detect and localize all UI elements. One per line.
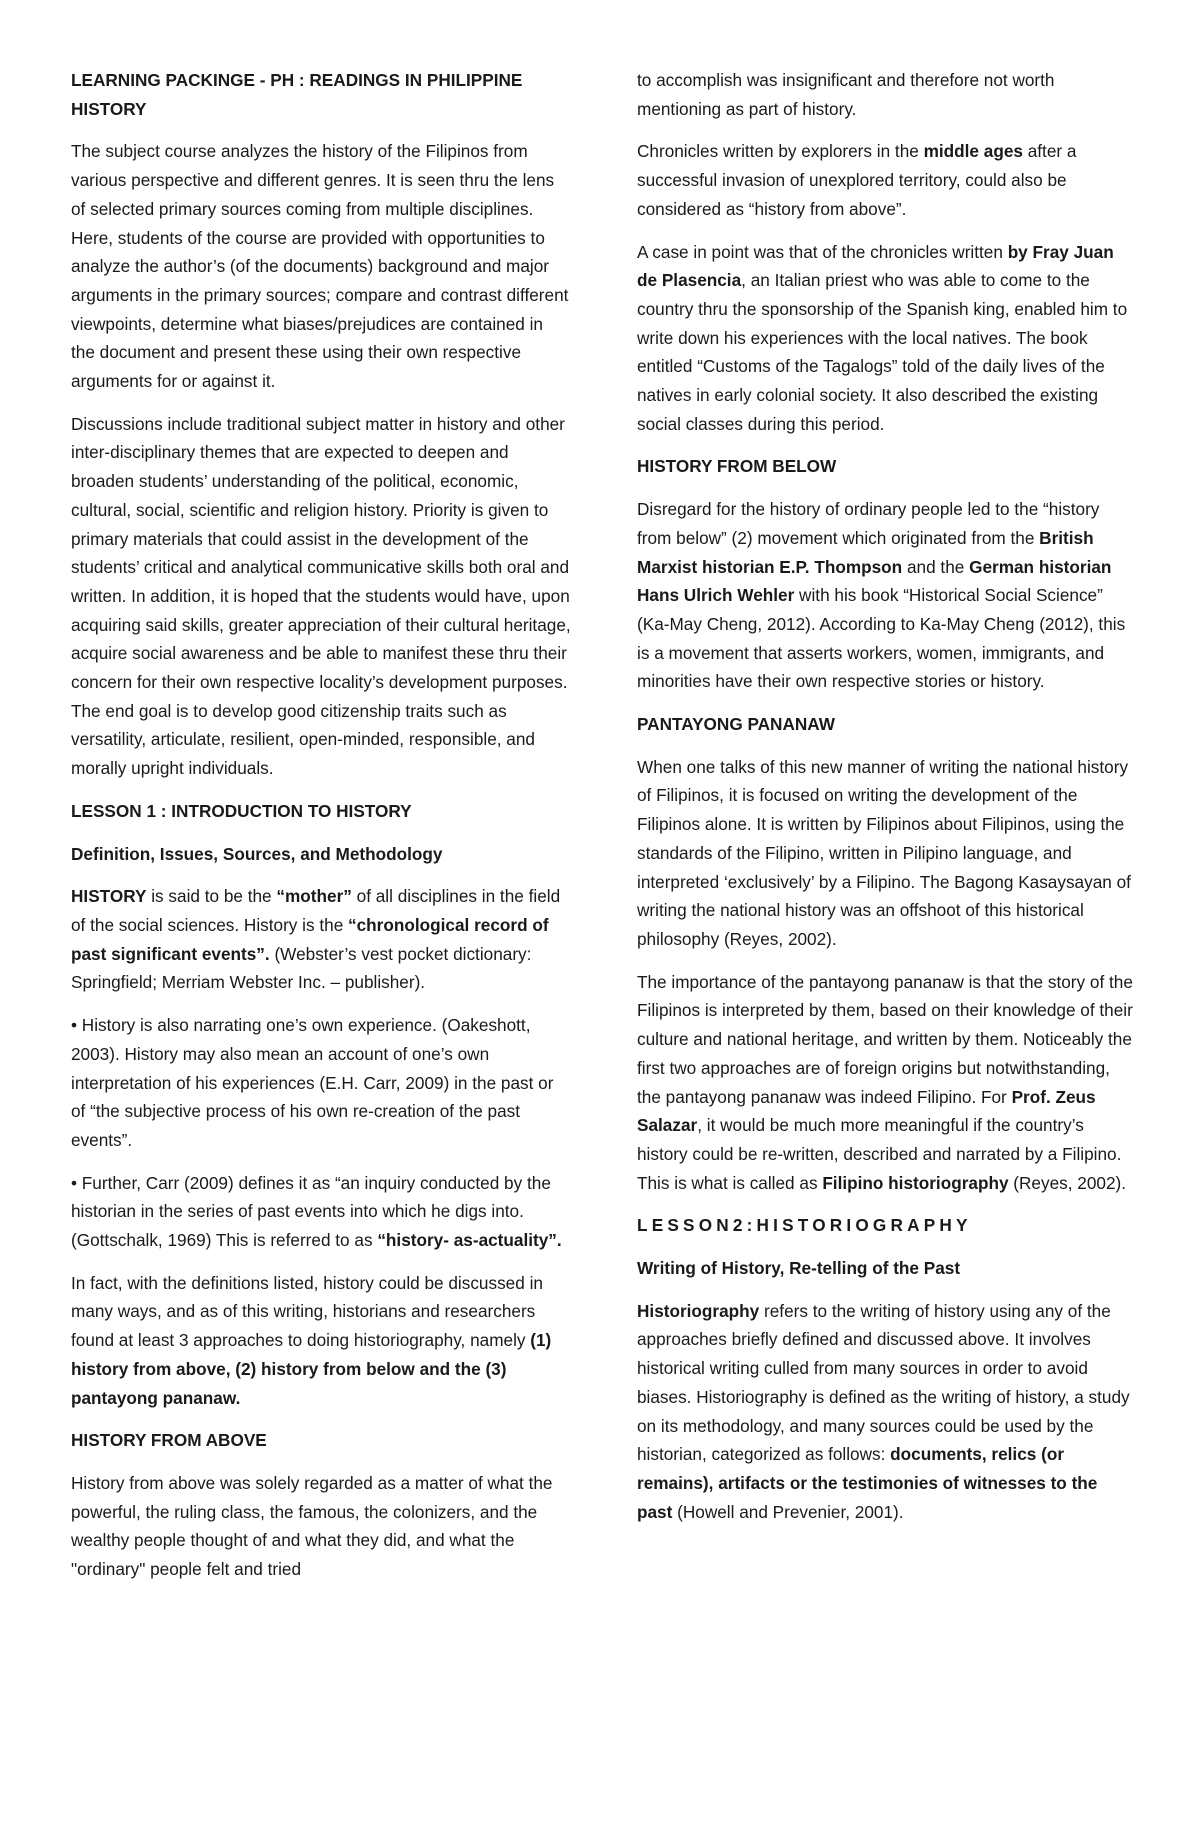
right-column [637,66,1137,1540]
intro-paragraph-1: The subject course analyzes the history of the Filipinos from various perspective and different genres. It is seen thru the lens of selected primary sources coming from multiple disciplines. Here, students of the course are provided with opportunities to analyze the author’s (of the documents) background and major arguments in the primary sources; compare and contrast different viewpoints, determine what biases/prejudices are contained in the document and present these using their own respective arguments for or against it. [71,141,569,392]
body-text: (Reyes, 2002). [1008,1172,1127,1193]
history-from-above-paragraph: History from above was solely regarded as a matter of what the powerful, the ruling class, the famous, the colonizers, and the wealthy people thought of and what they did, and what the "ordinary" people felt and tried [71,1472,553,1580]
bold-text: Historiography [637,1300,760,1321]
lesson1-heading: LESSON 1 : INTRODUCTION TO HISTORY [71,800,412,821]
body-text: , it would be much more meaningful if the country’s history could be re-written, described and narrated by a Filipino. This is what is called as [637,1115,1122,1193]
body-text: Chronicles written by explorers in the [637,141,924,162]
bold-text: “mother” [276,886,352,907]
continuation-paragraph: to accomplish was insignificant and therefore not worth mentioning as part of history. [637,70,1055,119]
chronicles-paragraph [637,137,1137,223]
pantayong-pananaw-heading: PANTAYONG PANANAW [637,714,835,735]
history-from-below-heading: HISTORY FROM BELOW [637,456,837,477]
body-text: A case in point was that of the chronicles written [637,241,1008,262]
body-text: Disregard for the history of ordinary people led to the “history from below” (2) movement which originated from the [637,499,1100,548]
body-text: with his book “Historical Social Science” (Ka-May Cheng, 2012). According to Ka-May Cheng (2012), this is a movement that asserts workers, women, immigrants, and minorities have their own respective stories or history. [637,585,1126,692]
intro-paragraph-2: Discussions include traditional subject matter in history and other inter-disciplinary themes that are expected to deepen and broaden students’ understanding of the political, economic, cultural, social, scientific and religion history. Priority is given to primary materials that could assist in the development of the students’ critical and analytical communicative skills both oral and written. In addition, it is hoped that the students would have, upon acquiring said skills, greater appreciation of their cultural heritage, acquire social awareness and be able to manifest these thru their concern for their own respective locality’s development purposes. The end goal is to develop good citizenship traits such as versatility, articulate, resilient, open-minded, responsible, and morally upright individuals. [71,413,571,779]
bold-text: documents, relics (or remains), artifacts or the testimonies of witnesses to the past [637,1444,1098,1522]
history-from-below-paragraph [637,495,1137,696]
body-text: after a successful invasion of unexplored territory, could also be considered as “history from above”. [637,141,1077,219]
lesson2-heading: LESSON2:HISTORIOGRAPHY [637,1215,972,1236]
bold-text: HISTORY [71,886,147,907]
body-text: of all disciplines in the field of the social sciences. History is the [71,886,561,935]
bold-text: Prof. Zeus Salazar [637,1086,1096,1136]
lesson1-subheading: Definition, Issues, Sources, and Methodology [71,843,443,864]
history-definition-paragraph [71,882,571,997]
bold-text: “history- as-actuality”. [377,1230,562,1251]
body-text: In fact, with the definitions listed, history could be discussed in many ways, and as of this writing, historians and researchers found at least 3 approaches to doing historiography, namely [71,1272,543,1351]
bold-text: “chronological record of past significant events”. [71,914,549,964]
pantayong-pananaw-paragraph: When one talks of this new manner of writing the national history of Filipinos, it is focused on writing the development of the Filipinos alone. It is written by Filipinos about Filipinos, using the standards of the Filipino, written in Pilipino language, and interpreted ‘exclusively’ by a Filipino. The Bagong Kasaysayan of writing the national history was an offshoot of this historical philosophy (Reyes, 2002). [637,756,1131,949]
body-text: • Further, Carr (2009) defines it as “an inquiry conducted by the historian in the series of past events into which he digs into. (Gottschalk, 1969) This is referred to as [71,1172,551,1251]
bold-text: (1) history from above, (2) history from below and the (3) pantayong pananaw. [71,1330,552,1408]
plasencia-paragraph [637,238,1137,439]
approaches-paragraph [71,1269,571,1413]
body-text: refers to the writing of history using any of the approaches briefly defined and discussed above. It involves historical writing culled from many sources in order to avoid biases. Historiography is defined as the writing of history, a study on its methodology, and many sources could be used by the historian, categorized as follows: [637,1300,1130,1465]
body-text: is said to be the [146,886,277,907]
bold-text: middle ages [923,141,1023,162]
body-text: The importance of the pantayong pananaw is that the story of the Filipinos is interpreted by them, based on their knowledge of their culture and national heritage, and written by them. Noticeably the first two approaches are of foreign origins but notwithstanding, the pantayong pananaw was indeed Filipino. For [637,971,1133,1107]
body-text: and the [902,556,970,577]
document-title: LEARNING PACKINGE - PH : READINGS IN PHILIPPINE HISTORY [71,70,523,119]
bold-text: British Marxist historian E.P. Thompson [637,527,1094,577]
bold-text: by Fray Juan de Plasencia [637,241,1114,291]
left-column [71,66,571,1598]
lesson2-subheading: Writing of History, Re-telling of the Past [637,1258,961,1279]
bold-text: German historian Hans Ulrich Wehler [637,556,1112,606]
importance-paragraph [637,968,1137,1198]
historiography-paragraph [637,1297,1137,1527]
bullet-paragraph-1: • History is also narrating one’s own experience. (Oakeshott, 2003). History may also mean an account of one’s own interpretation of his experiences (E.H. Carr, 2009) in the past or of “the subjective process of his own re-creation of the past events”. [71,1015,554,1150]
body-text: (Howell and Prevenier, 2001). [672,1501,904,1522]
history-from-above-heading: HISTORY FROM ABOVE [71,1430,267,1451]
bold-text: Filipino historiography [822,1172,1009,1193]
body-text: (Webster’s vest pocket dictionary: Springfield; Merriam Webster Inc. – publisher). [71,943,532,993]
bullet-paragraph-2 [71,1169,571,1255]
body-text: , an Italian priest who was able to come to the country thru the sponsorship of the Spanish king, enabled him to write down his experiences with the local natives. The book entitled “Customs of the Tagalogs” told of the daily lives of the natives in early colonial society. It also described the existing social classes during this period. [637,270,1128,434]
